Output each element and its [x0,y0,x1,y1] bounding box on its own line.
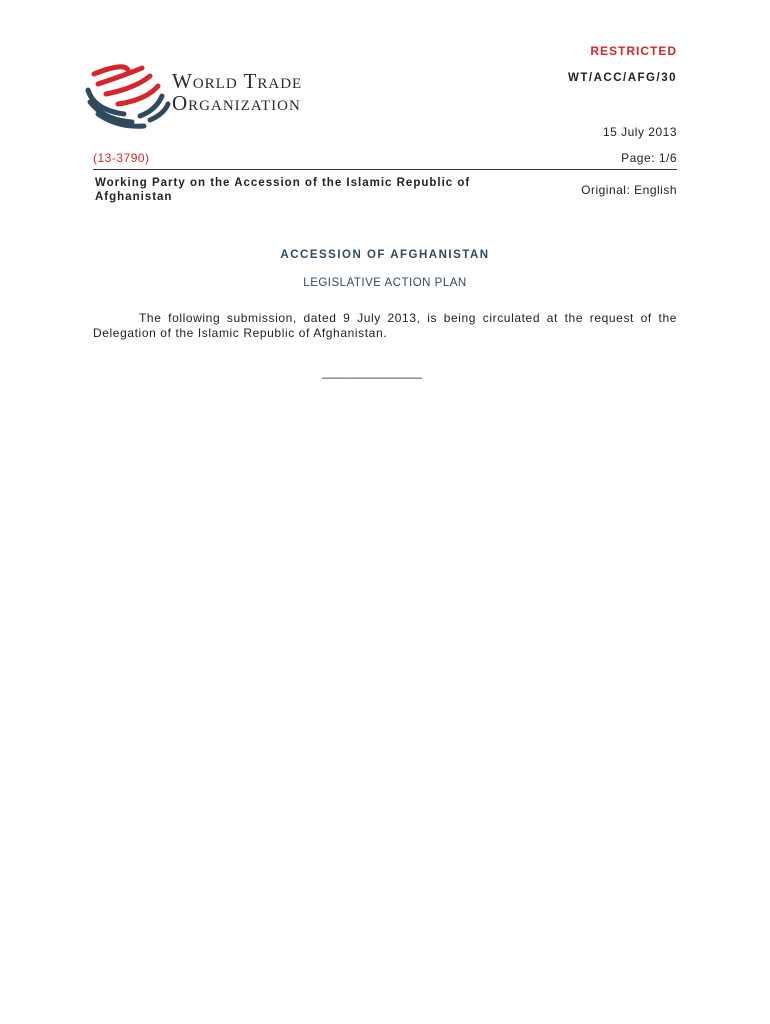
end-marker: _______________ [322,365,423,379]
document-date: 15 July 2013 [602,125,677,139]
original-language: Original: English [581,183,677,197]
organization-name [172,70,302,114]
organization-name-line1: World Trade [172,69,303,93]
body-paragraph: The following submission, dated 9 July 2013, is being circulated at the request of the Delegation of the Islamic Republic of Afghanistan. [93,311,677,340]
reference-number: (13-3790) [93,151,150,165]
page-number: Page: 1/6 [621,151,677,165]
document-subtitle: LEGISLATIVE ACTION PLAN [303,277,467,289]
working-party-title: Working Party on the Accession of the Islamic Republic of Afghanistan [95,177,471,203]
document-symbol: WT/ACC/AFG/30 [568,72,677,84]
classification-label: RESTRICTED [590,44,677,58]
header-divider [93,169,677,170]
organization-name-line2: Organization [172,91,301,115]
wto-logo-icon [84,60,174,132]
document-title: ACCESSION OF AFGHANISTAN [280,249,490,261]
